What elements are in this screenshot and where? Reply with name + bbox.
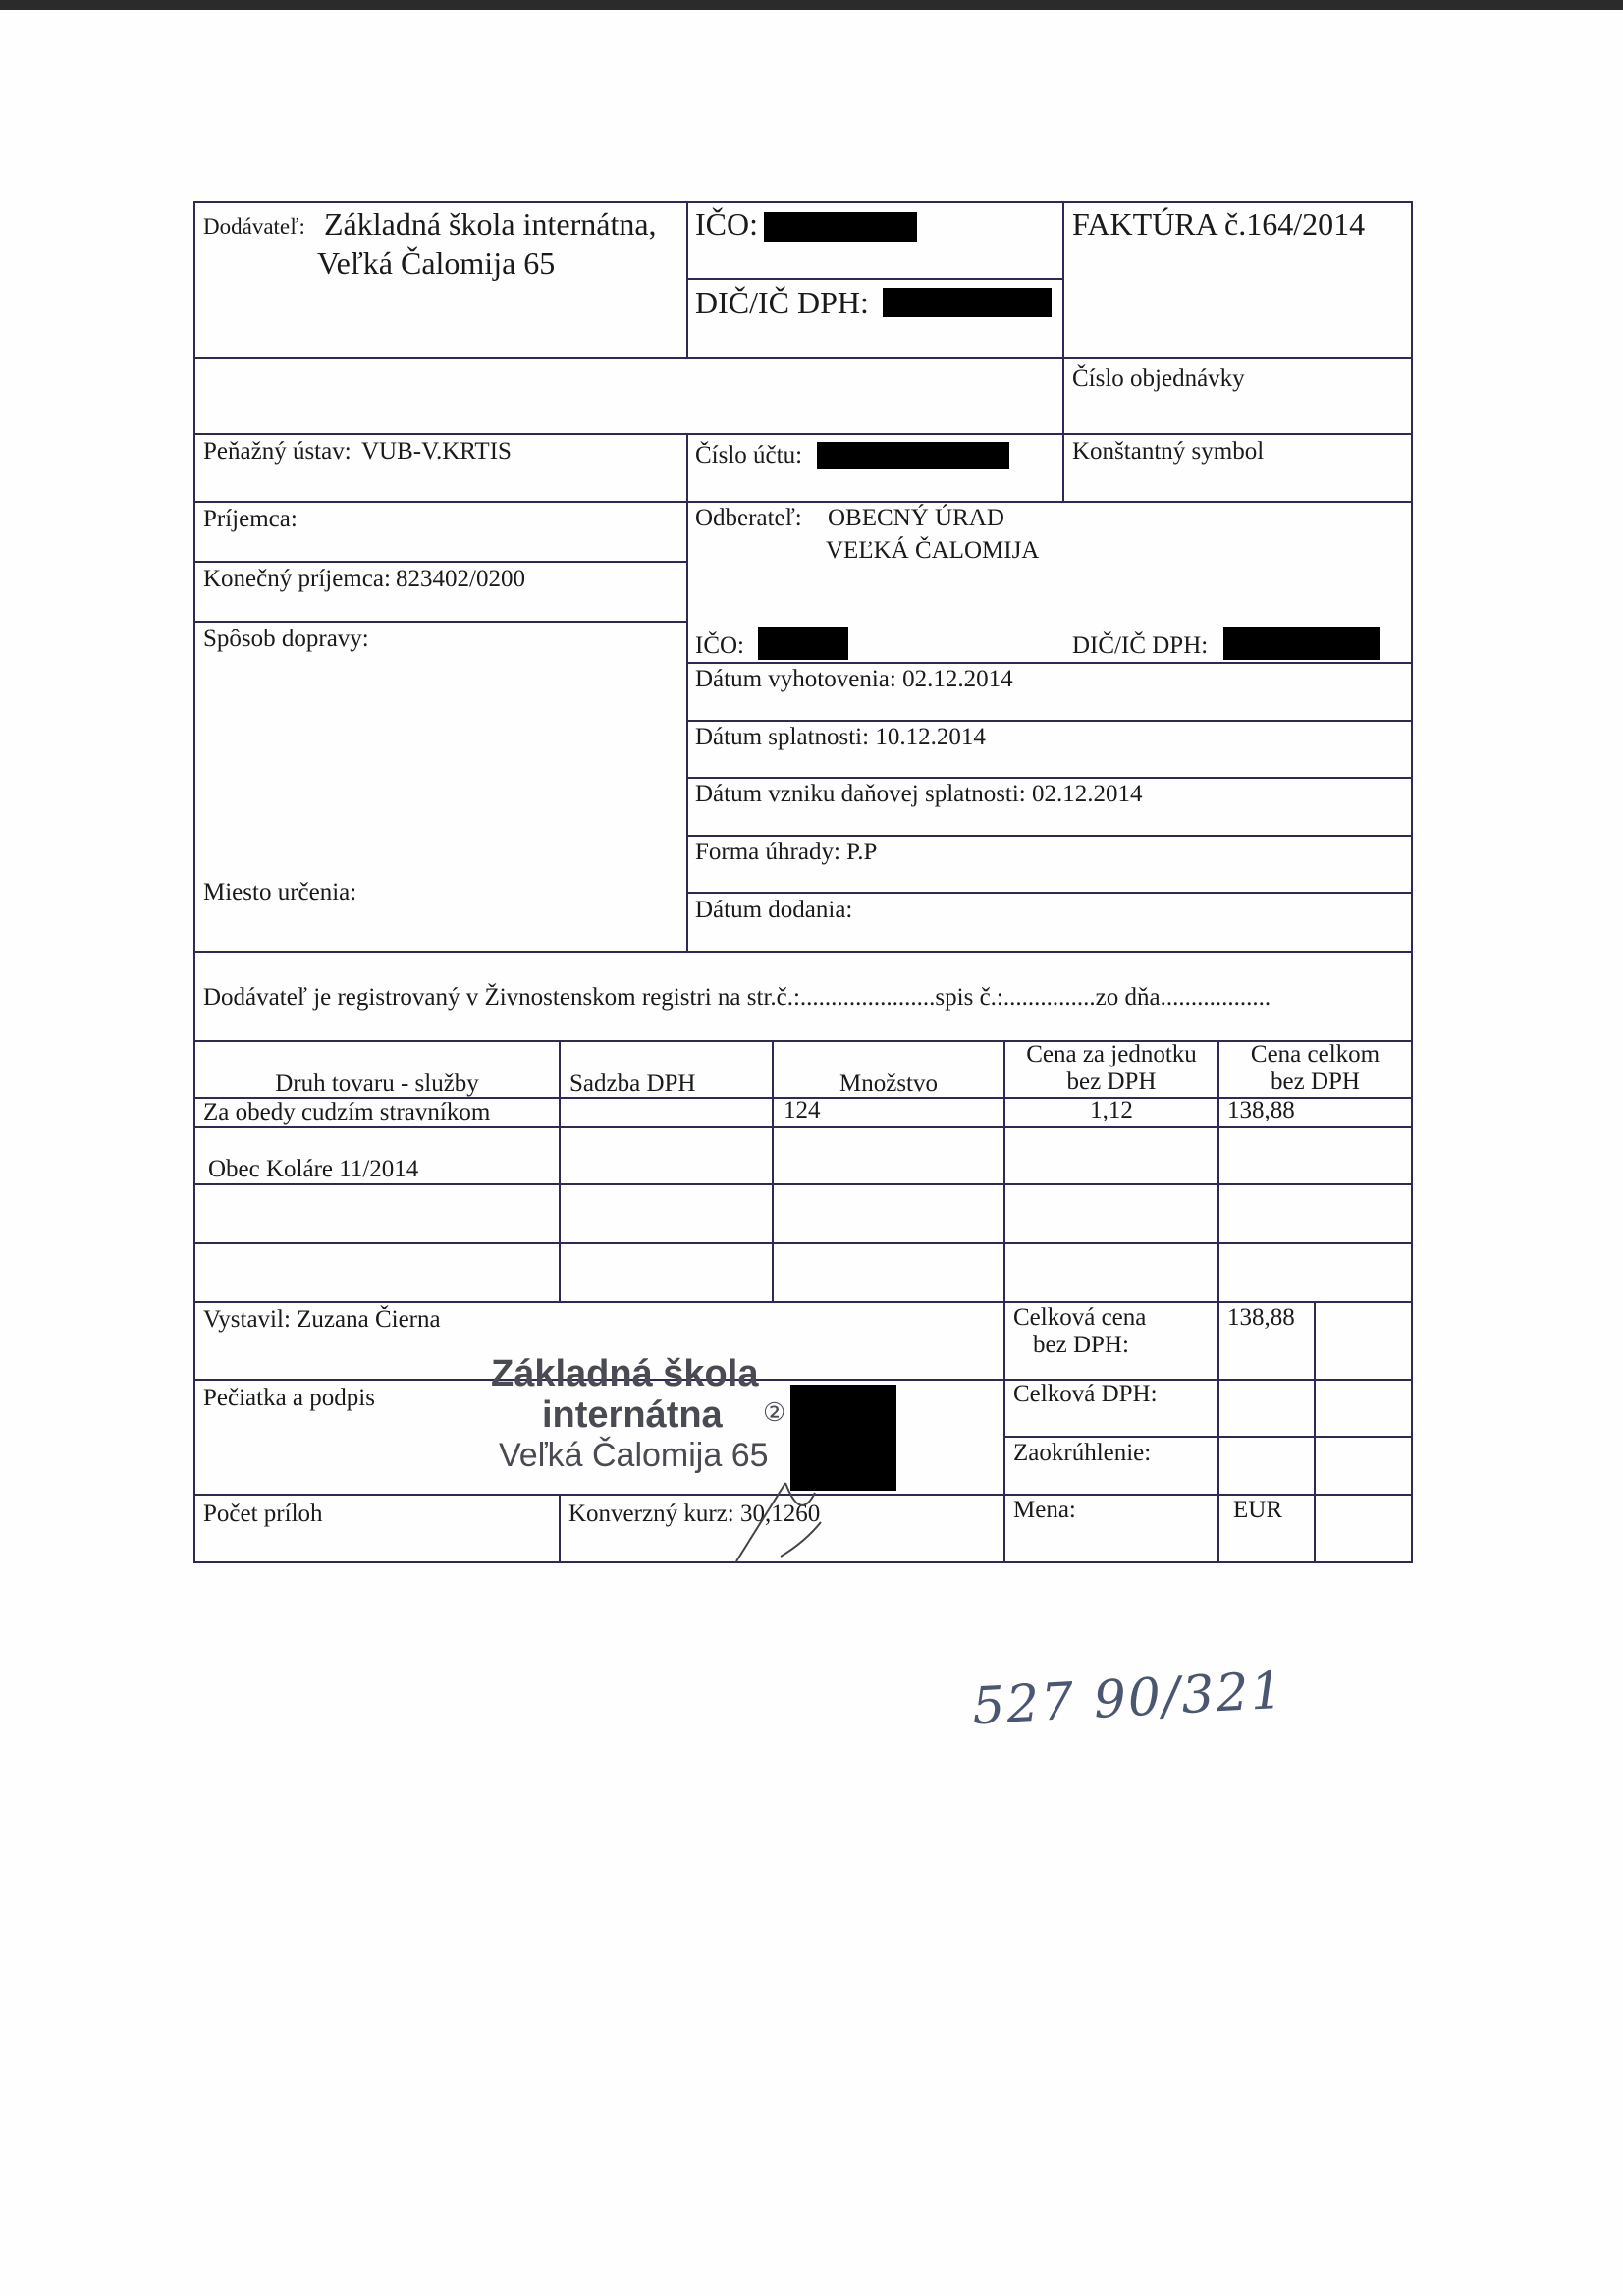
redacted-customer-dic [1223,627,1380,660]
row-goods: Obec Koláre 11/2014 [208,1156,419,1182]
redacted-account [817,442,1009,469]
redacted-supplier-dic [883,288,1052,317]
row-total: 138,88 [1227,1097,1295,1123]
supplier-label: Dodávateľ: [203,214,305,239]
stamp-number-mark: ② [763,1397,786,1427]
recipient-label: Príjemca: [203,506,298,532]
redacted-customer-ico [758,627,848,660]
customer-dic-label: DIČ/IČ DPH: [1072,632,1209,659]
currency-label: Mena: [1013,1497,1076,1523]
destination-label: Miesto určenia: [203,879,357,905]
issue-date: Dátum vyhotovenia: 02.12.2014 [695,666,1013,692]
total-value: 138,88 [1227,1304,1295,1331]
redacted-supplier-ico [764,212,917,242]
row-unit-price: 1,12 [1090,1097,1133,1123]
bank-value: VUB-V.KRTIS [361,438,512,465]
customer-label: Odberateľ: [695,505,802,531]
stamp-line2: internátna [542,1394,723,1436]
final-recipient-value: 823402/0200 [396,566,525,592]
handwritten-note: 527 90/321 [970,1661,1287,1737]
due-date: Dátum splatnosti: 10.12.2014 [695,724,986,750]
account-label: Číslo účtu: [695,442,803,468]
header-unit-price-line1: Cena za jednotku [1026,1041,1197,1067]
rounding-label: Zaokrúhlenie: [1013,1440,1152,1466]
customer-name-line1: OBECNÝ ÚRAD [828,505,1004,531]
header-vat-rate: Sadzba DPH [569,1070,696,1097]
scan-top-edge [0,0,1623,10]
stamp-line3: Veľká Čalomija 65 [499,1437,769,1474]
header-total-line1: Cena celkom [1250,1041,1380,1067]
conversion-rate: Konverzný kurz: 30,1260 [568,1501,821,1527]
header-goods: Druh tovaru - služby [275,1070,479,1097]
transport-label: Spôsob dopravy: [203,626,369,652]
row-goods: Za obedy cudzím stravníkom [203,1099,491,1125]
issued-by: Vystavil: Zuzana Čierna [203,1306,441,1333]
signature-stroke [727,1463,835,1571]
order-number-label: Číslo objednávky [1072,365,1245,392]
currency-value: EUR [1233,1497,1282,1523]
header-total-line2: bez DPH [1271,1068,1360,1095]
invoice-title: FAKTÚRA č.164/2014 [1072,206,1366,242]
supplier-name-line1: Základná škola internátna, [324,206,657,242]
vat-total-label: Celková DPH: [1013,1381,1158,1407]
header-unit-price-line2: bez DPH [1066,1068,1157,1095]
supplier-dic-label: DIČ/IČ DPH: [695,285,869,320]
bank-label: Peňažný ústav: [203,438,352,465]
tax-point-date: Dátum vzniku daňovej splatnosti: 02.12.2014 [695,781,1143,807]
supplier-name-line2: Veľká Čalomija 65 [317,246,556,281]
stamp-signature-label: Pečiatka a podpis [203,1385,375,1411]
total-label-line2: bez DPH: [1033,1332,1129,1358]
supplier-ico-label: IČO: [695,206,758,242]
total-label-line1: Celková cena [1013,1304,1147,1331]
customer-ico-label: IČO: [695,632,744,659]
constant-symbol-label: Konštantný symbol [1072,438,1265,465]
final-recipient-label: Konečný príjemca: [203,566,391,592]
header-quantity: Množstvo [839,1070,938,1097]
payment-form: Forma úhrady: P.P [695,839,878,865]
row-quantity: 124 [784,1097,821,1123]
registry-note: Dodávateľ je registrovaný v Živnostenskom registri na str.č.:......................spis č.:...............zo dňa.................. [203,984,1271,1011]
attachments-label: Počet príloh [203,1501,323,1527]
stamp-line1: Základná škola [491,1353,759,1394]
delivery-date: Dátum dodania: [695,897,853,923]
customer-name-line2: VEĽKÁ ČALOMIJA [826,537,1040,564]
